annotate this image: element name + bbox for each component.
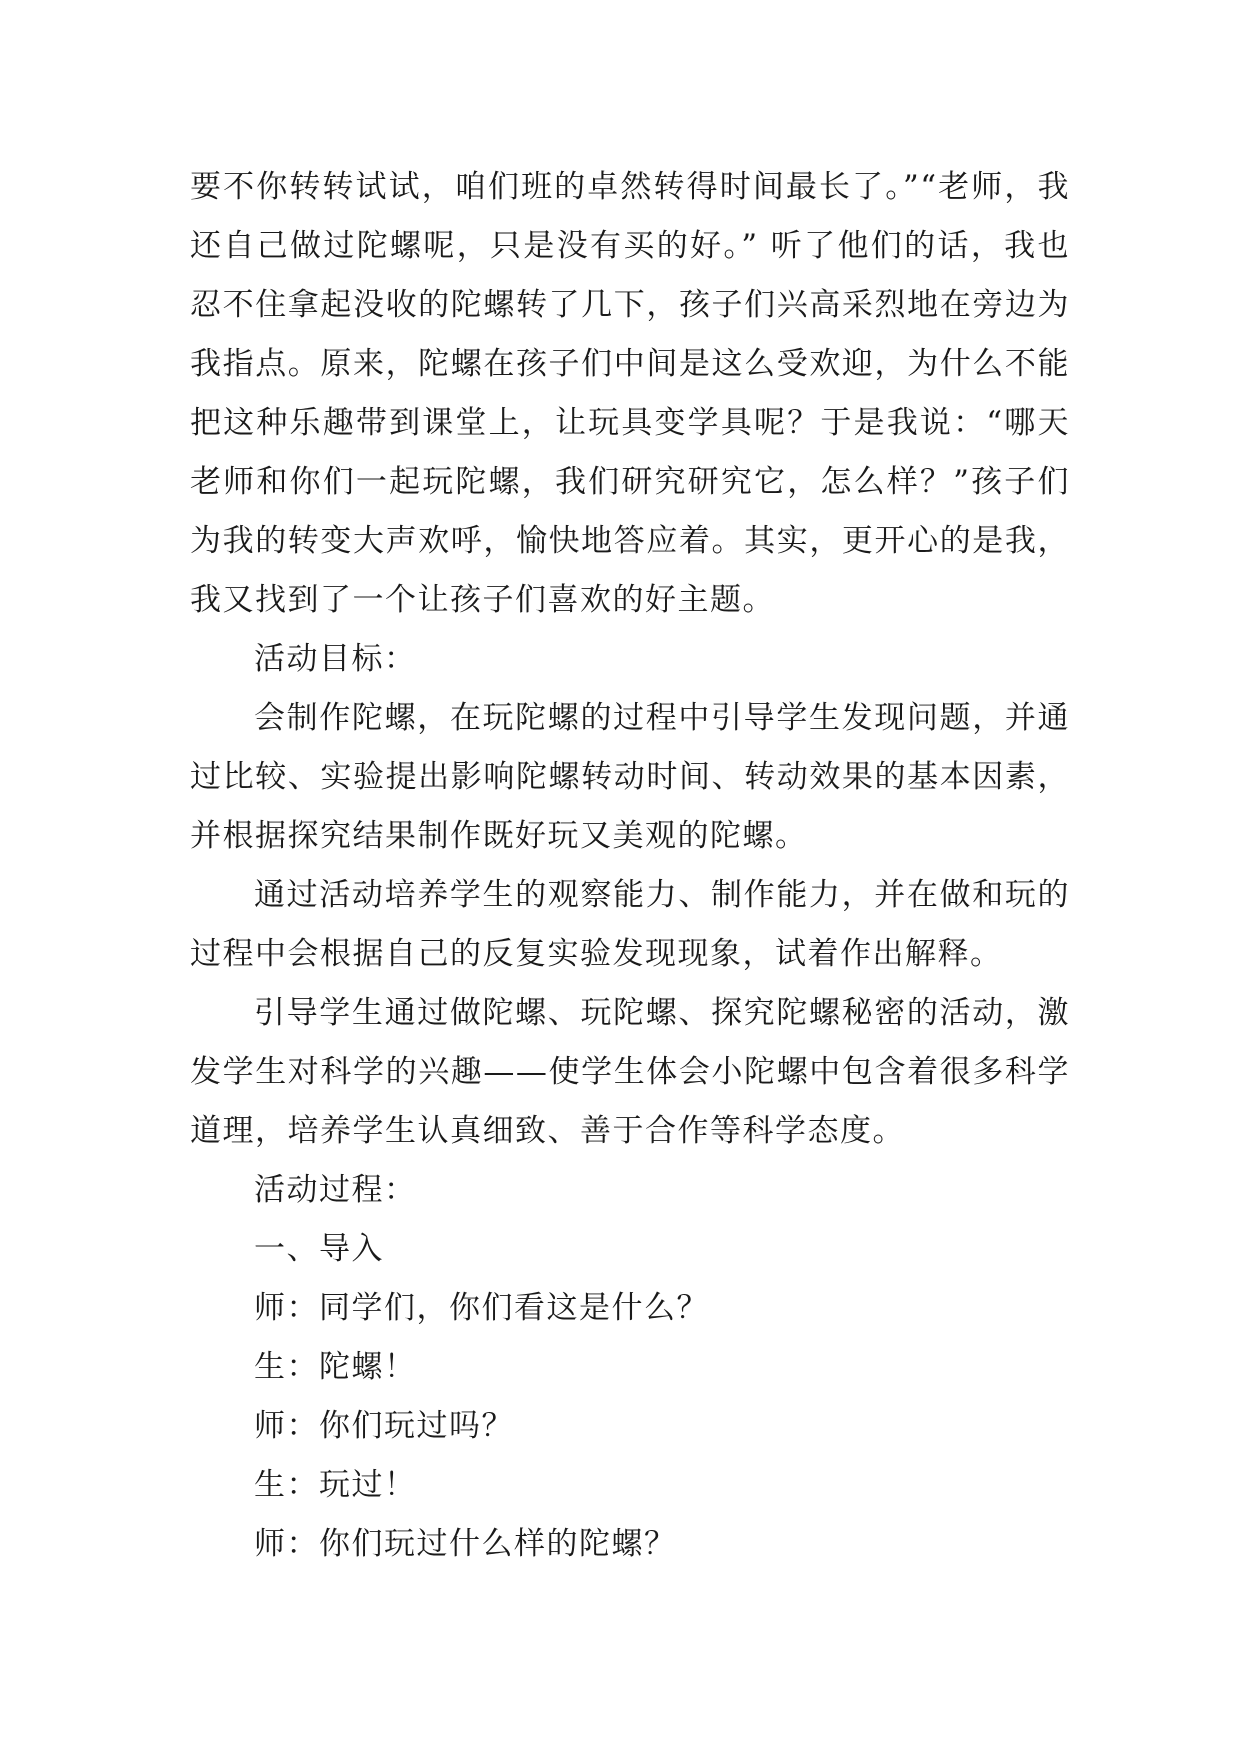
- paragraph-goal-3: 引导学生通过做陀螺、玩陀螺、探究陀螺秘密的活动，激发学生对科学的兴趣——使学生体会小陀螺中包含着很多科学道理，培养学生认真细致、善于合作等科学态度。: [190, 995, 1070, 1149]
- dialogue-line: 师：你们玩过什么样的陀螺？: [254, 1526, 677, 1562]
- paragraph-intro-story: 要不你转转试试，咱们班的卓然转得时间最长了。”“老师，我还自己做过陀螺呢，只是没有买的好。” 听了他们的话，我也忍不住拿起没收的陀螺转了几下，孩子们兴高采烈地在旁边为我指点。原来，陀螺在孩子们中间是这么受欢迎，为什么不能把这种乐趣带到课堂上，让玩具变学具呢？于是我说：“哪天老师和你们一起玩陀螺，我们研究研究它，怎么样？”孩子们为我的转变大声欢呼，愉快地答应着。其实，更开心的是我，我又找到了一个让孩子们喜欢的好主题。: [190, 169, 1070, 618]
- section-heading-intro: 一、导入: [254, 1231, 384, 1267]
- dialogue-line: 师：你们玩过吗？: [254, 1408, 514, 1444]
- dialogue-line: 生：玩过！: [254, 1467, 417, 1503]
- dialogue-line: 生：陀螺！: [254, 1349, 417, 1385]
- document-body: [190, 158, 1070, 1574]
- heading-activity-goals: 活动目标：: [254, 641, 417, 677]
- paragraph-goal-2: 通过活动培养学生的观察能力、制作能力，并在做和玩的过程中会根据自己的反复实验发现现象，试着作出解释。: [190, 877, 1070, 972]
- dialogue-line: 师：同学们，你们看这是什么？: [254, 1290, 709, 1326]
- paragraph-goal-1: 会制作陀螺，在玩陀螺的过程中引导学生发现问题，并通过比较、实验提出影响陀螺转动时间、转动效果的基本因素，并根据探究结果制作既好玩又美观的陀螺。: [190, 700, 1070, 854]
- heading-activity-process: 活动过程：: [254, 1172, 417, 1208]
